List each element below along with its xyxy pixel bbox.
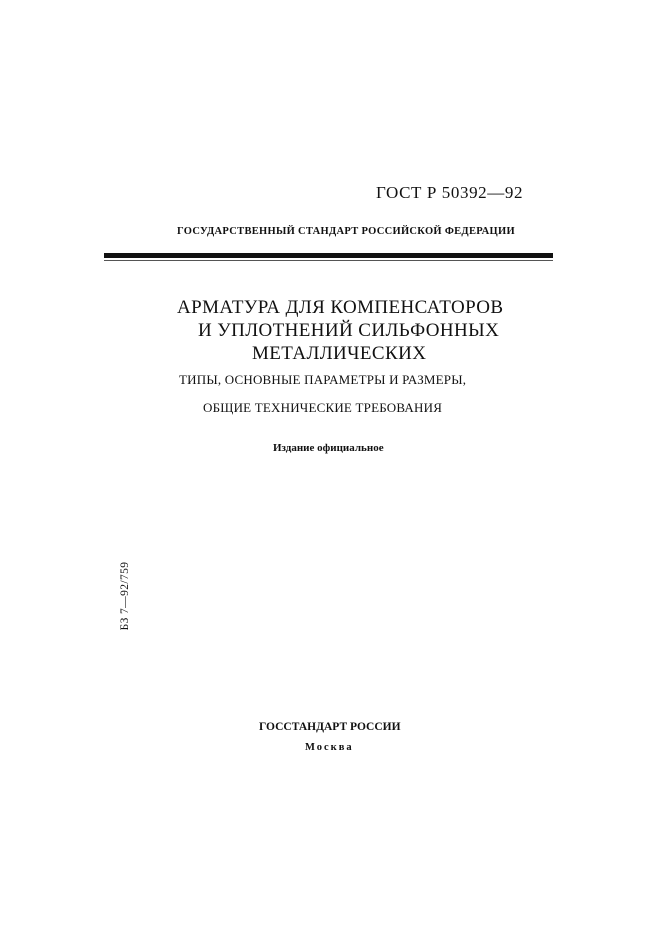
edition-note: Издание официальное (273, 442, 384, 454)
document-subtitle-line-2: ОБЩИЕ ТЕХНИЧЕСКИЕ ТРЕБОВАНИЯ (203, 400, 443, 415)
title-divider-thin (104, 260, 553, 261)
document-title-line-3: МЕТАЛЛИЧЕСКИХ (252, 343, 427, 364)
title-divider-thick (104, 253, 553, 258)
document-code: ГОСТ Р 50392—92 (376, 183, 524, 202)
issuing-agency: ГОСУДАРСТВЕННЫЙ СТАНДАРТ РОССИЙСКОЙ ФЕДЕРАЦИИ (177, 226, 515, 237)
publication-city: Москва (305, 742, 354, 753)
side-catalog-code: БЗ 7—92/759 (119, 561, 131, 631)
document-title-line-2: И УПЛОТНЕНИЙ СИЛЬФОННЫХ (198, 320, 500, 341)
document-subtitle-line-1: ТИПЫ, ОСНОВНЫЕ ПАРАМЕТРЫ И РАЗМЕРЫ, (179, 372, 467, 387)
document-title-line-1: АРМАТУРА ДЛЯ КОМПЕНСАТОРОВ (177, 297, 504, 318)
publisher-name: ГОССТАНДАРТ РОССИИ (259, 721, 401, 733)
